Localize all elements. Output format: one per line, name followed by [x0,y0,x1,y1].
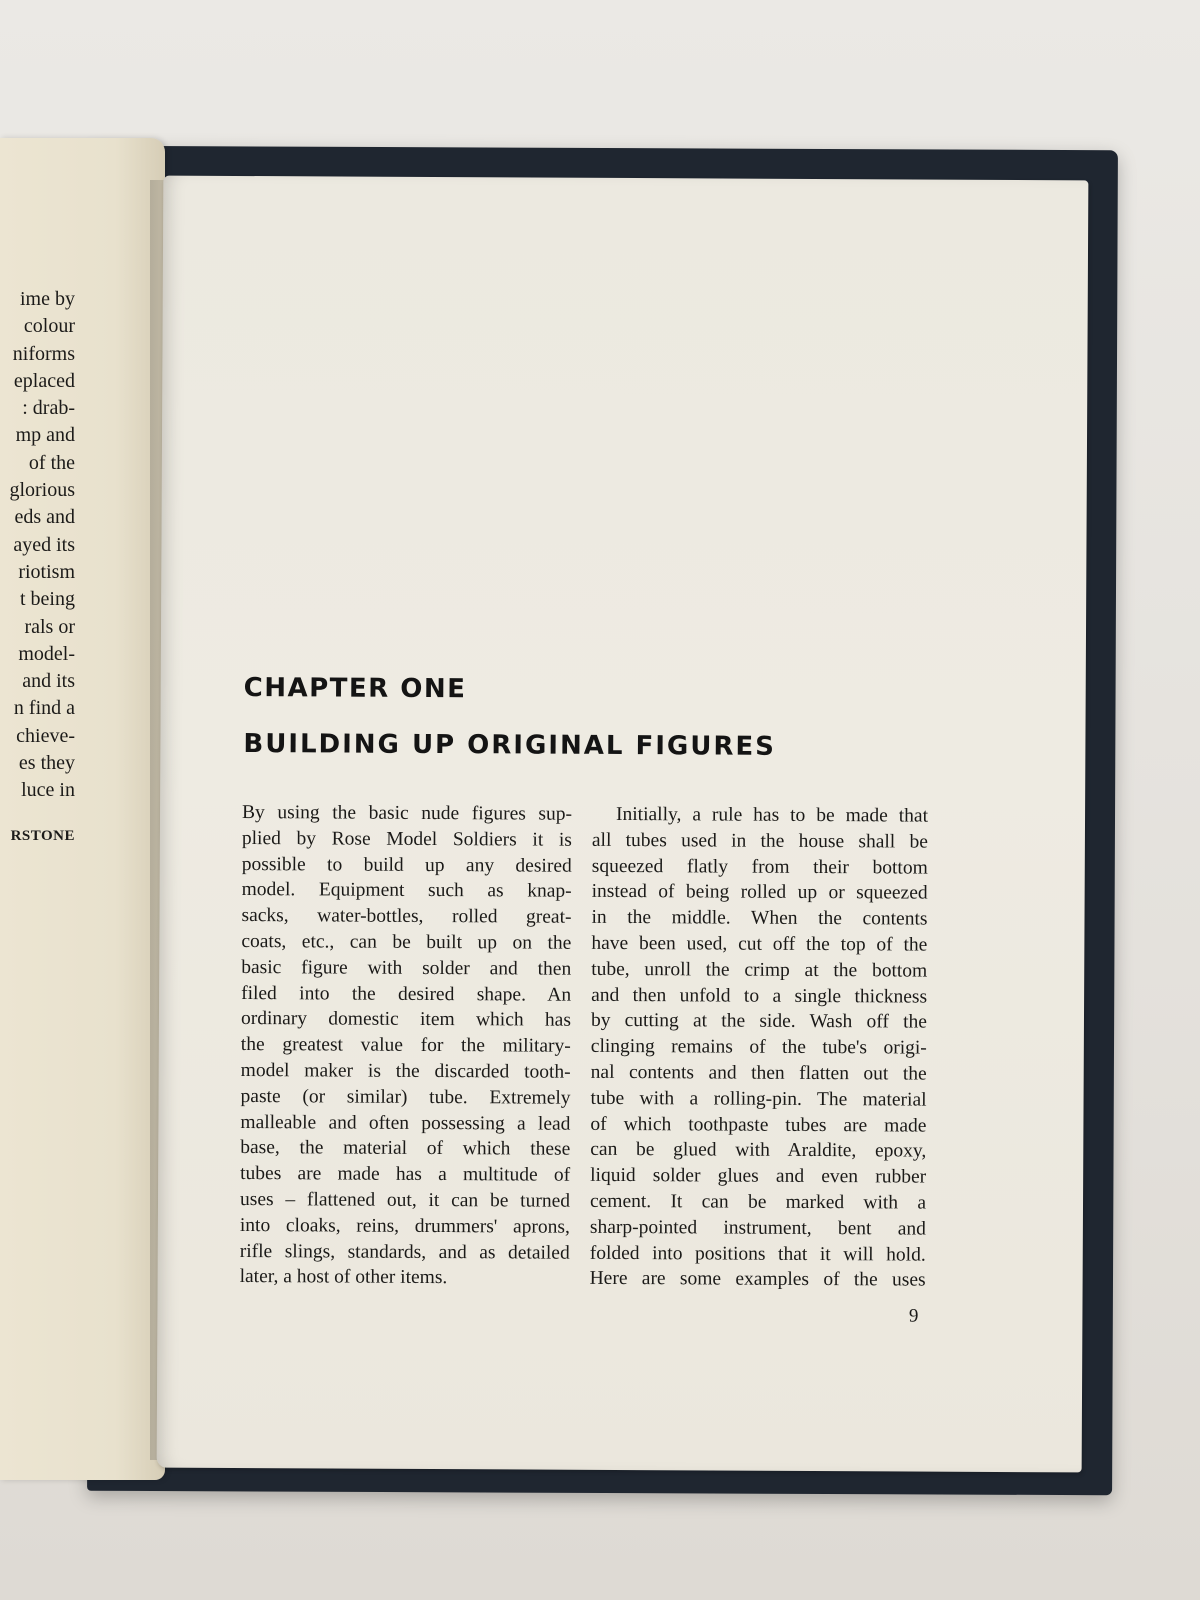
body-line: model maker is the discarded tooth- [240,1059,571,1083]
chapter-label: CHAPTER ONE [243,673,467,705]
body-line: clinging remains of the tube's origi- [590,1036,927,1059]
body-line: base, the material of which these [240,1137,571,1161]
body-line: all tubes used in the house shall be [591,829,928,853]
body-line: sharp-pointed instrument, bent and [589,1216,926,1240]
left-page-line: rals or [24,615,75,638]
body-line: cement. It can be marked with a [589,1190,927,1214]
left-page-line: eplaced [13,369,75,392]
body-line: instead of being rolled up or squeezed [591,881,928,904]
body-line: folded into positions that it will hold. [589,1242,926,1266]
body-line: tube, unroll the crimp at the bottom [591,958,928,982]
body-line: malleable and often possessing a lead [240,1111,571,1135]
body-line: into cloaks, reins, drummers' aprons, [239,1214,570,1238]
left-page-line: n find a [13,697,75,720]
page-number: 9 [908,1305,919,1327]
body-line: By using the basic nude figures sup- [241,802,573,825]
left-page-line: colour [23,315,75,338]
body-line: basic figure with solder and then [241,956,572,980]
left-page-line: chieve- [16,724,75,747]
body-line: liquid solder glues and even rubber [590,1164,927,1188]
body-line: plied by Rose Model Soldiers it is [241,827,572,851]
body-line: in the middle. When the contents [591,907,928,930]
body-line: have been used, cut off the top of the [591,932,928,956]
body-column-left [240,800,573,1292]
left-page-line: glorious [9,479,75,502]
left-page-line: of the [28,451,75,474]
left-page-line: riotism [18,560,75,583]
body-line: can be glued with Araldite, epoxy, [590,1139,927,1162]
body-column-right [590,802,929,1294]
chapter-title: BUILDING UP ORIGINAL FIGURES [243,729,777,762]
body-line: model. Equipment such as knap- [241,879,572,903]
body-line: ordinary domestic item which has [240,1008,572,1032]
body-line: of which toothpaste tubes are made [590,1113,927,1137]
left-page-line: model- [18,642,75,665]
left-page-line: ime by [20,288,75,310]
body-line: later, a host of other items. [239,1266,448,1289]
body-line: possible to build up any desired [241,853,572,877]
left-page-line: es they [18,752,75,775]
body-line: Initially, a rule has to be made that [615,803,929,827]
left-page-text [0,286,75,805]
body-line: coats, etc., can be built up on the [241,930,572,954]
body-line: squeezed flatly from their bottom [591,855,928,879]
right-page [157,176,1089,1473]
left-page-line: t being [20,588,75,611]
left-page-line: eds and [14,506,75,529]
body-line: uses – flattened out, it can be turned [239,1188,571,1212]
left-page-signature: RSTONE [10,828,75,844]
left-page-line: ayed its [13,533,75,556]
left-page-line: mp and [15,424,75,447]
left-page [0,138,165,1480]
body-line: tubes are made has a multitude of [240,1163,571,1186]
body-line: rifle slings, standards, and as detailed [239,1240,570,1264]
body-line: the greatest value for the military- [240,1034,571,1057]
left-page-line: luce in [21,779,75,802]
body-line: sacks, water-bottles, rolled great- [241,905,572,928]
body-line: and then unfold to a single thickness [591,984,928,1008]
left-page-line: niforms [12,342,75,365]
body-line: nal contents and then flatten out the [590,1061,927,1085]
body-line: tube with a rolling-pin. The material [590,1087,927,1111]
body-line: paste (or similar) tube. Extremely [240,1085,571,1109]
left-page-line: and its [22,670,75,693]
body-line: Here are some examples of the uses [589,1268,926,1291]
left-page-line: : drab- [22,397,75,420]
body-line: filed into the desired shape. An [241,982,572,1006]
body-line: by cutting at the side. Wash off the [590,1010,928,1033]
